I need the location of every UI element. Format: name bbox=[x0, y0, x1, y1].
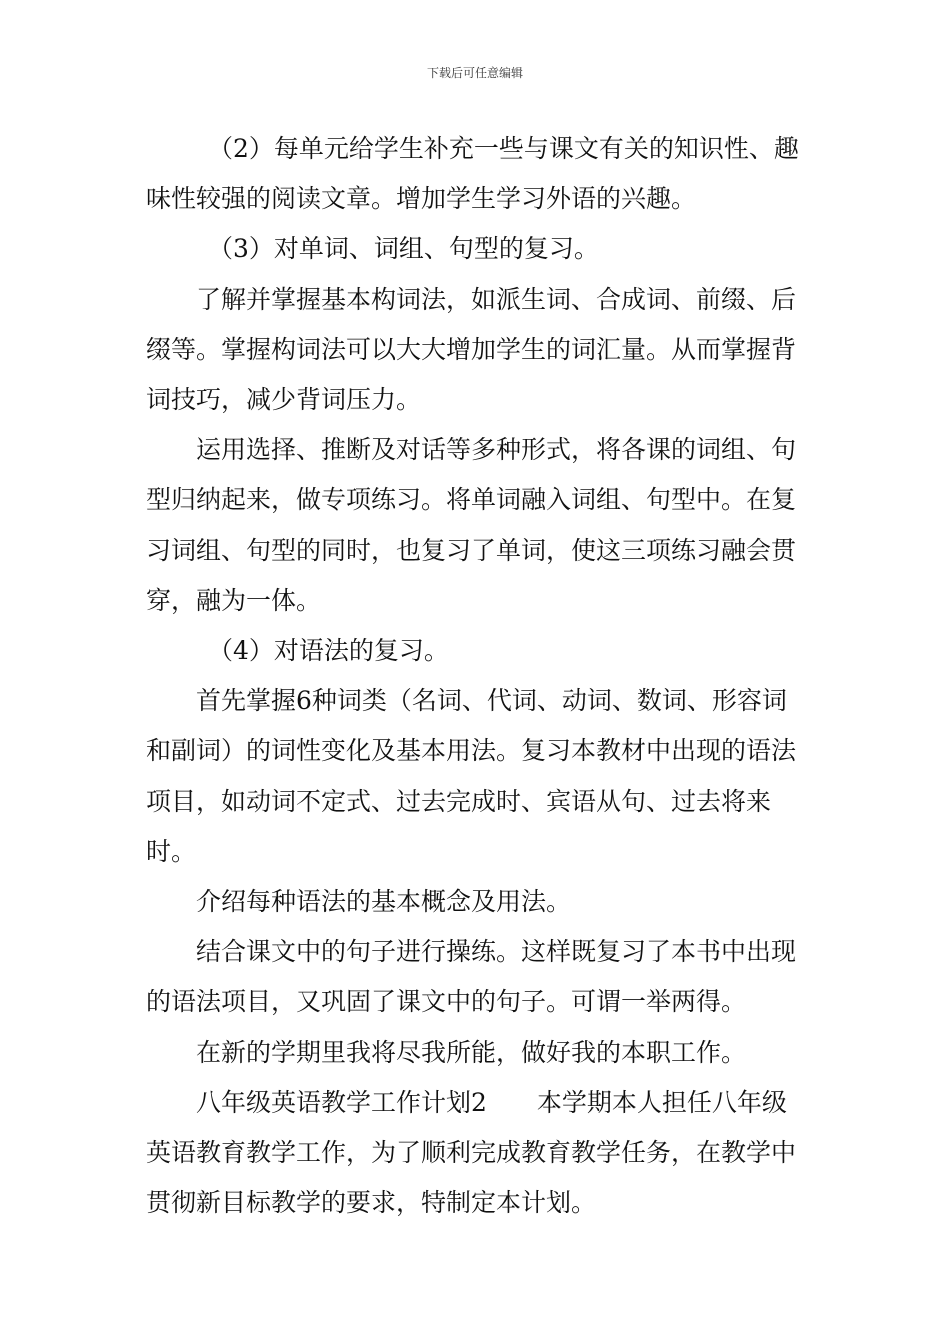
paragraph-2-supplementary-reading: （2）每单元给学生补充一些与课文有关的知识性、趣味性较强的阅读文章。增加学生学习外语的兴趣。 bbox=[146, 134, 799, 214]
page-header-note: 下载后可任意编辑 bbox=[426, 66, 523, 80]
paragraph-4-grammar-review: （4）对语法的复习。 bbox=[208, 636, 449, 666]
paragraph-grammar-concepts: 介绍每种语法的基本概念及用法。 bbox=[196, 887, 572, 917]
paragraph-plan-2-intro: 八年级英语教学工作计划2 本学期本人担任八年级英语教育教学工作，为了顺利完成教育教学任务，在教学中贯彻新目标教学的要求，特制定本计划。 bbox=[146, 1087, 797, 1218]
paragraph-phrase-practice: 运用选择、推断及对话等多种形式，将各课的词组、句型归纳起来，做专项练习。将单词融入词组、句型中。在复习词组、句型的同时，也复习了单词，使这三项练习融会贯穿，融为一体。 bbox=[146, 435, 797, 615]
document-body bbox=[146, 124, 806, 1228]
paragraph-word-formation: 了解并掌握基本构词法，如派生词、合成词、前缀、后缀等。掌握构词法可以大大增加学生的词汇量。从而掌握背词技巧，减少背词压力。 bbox=[146, 284, 797, 415]
paragraph-3-vocabulary-review: （3）对单词、词组、句型的复习。 bbox=[208, 234, 599, 264]
paragraph-sentence-drills: 结合课文中的句子进行操练。这样既复习了本书中出现的语法项目，又巩固了课文中的句子。可谓一举两得。 bbox=[146, 937, 797, 1017]
paragraph-new-term-commitment: 在新的学期里我将尽我所能，做好我的本职工作。 bbox=[196, 1037, 747, 1067]
paragraph-word-classes: 首先掌握6种词类（名词、代词、动词、数词、形容词和副词）的词性变化及基本用法。复习本教材中出现的语法项目，如动词不定式、过去完成时、宾语从句、过去将来时。 bbox=[146, 686, 797, 866]
